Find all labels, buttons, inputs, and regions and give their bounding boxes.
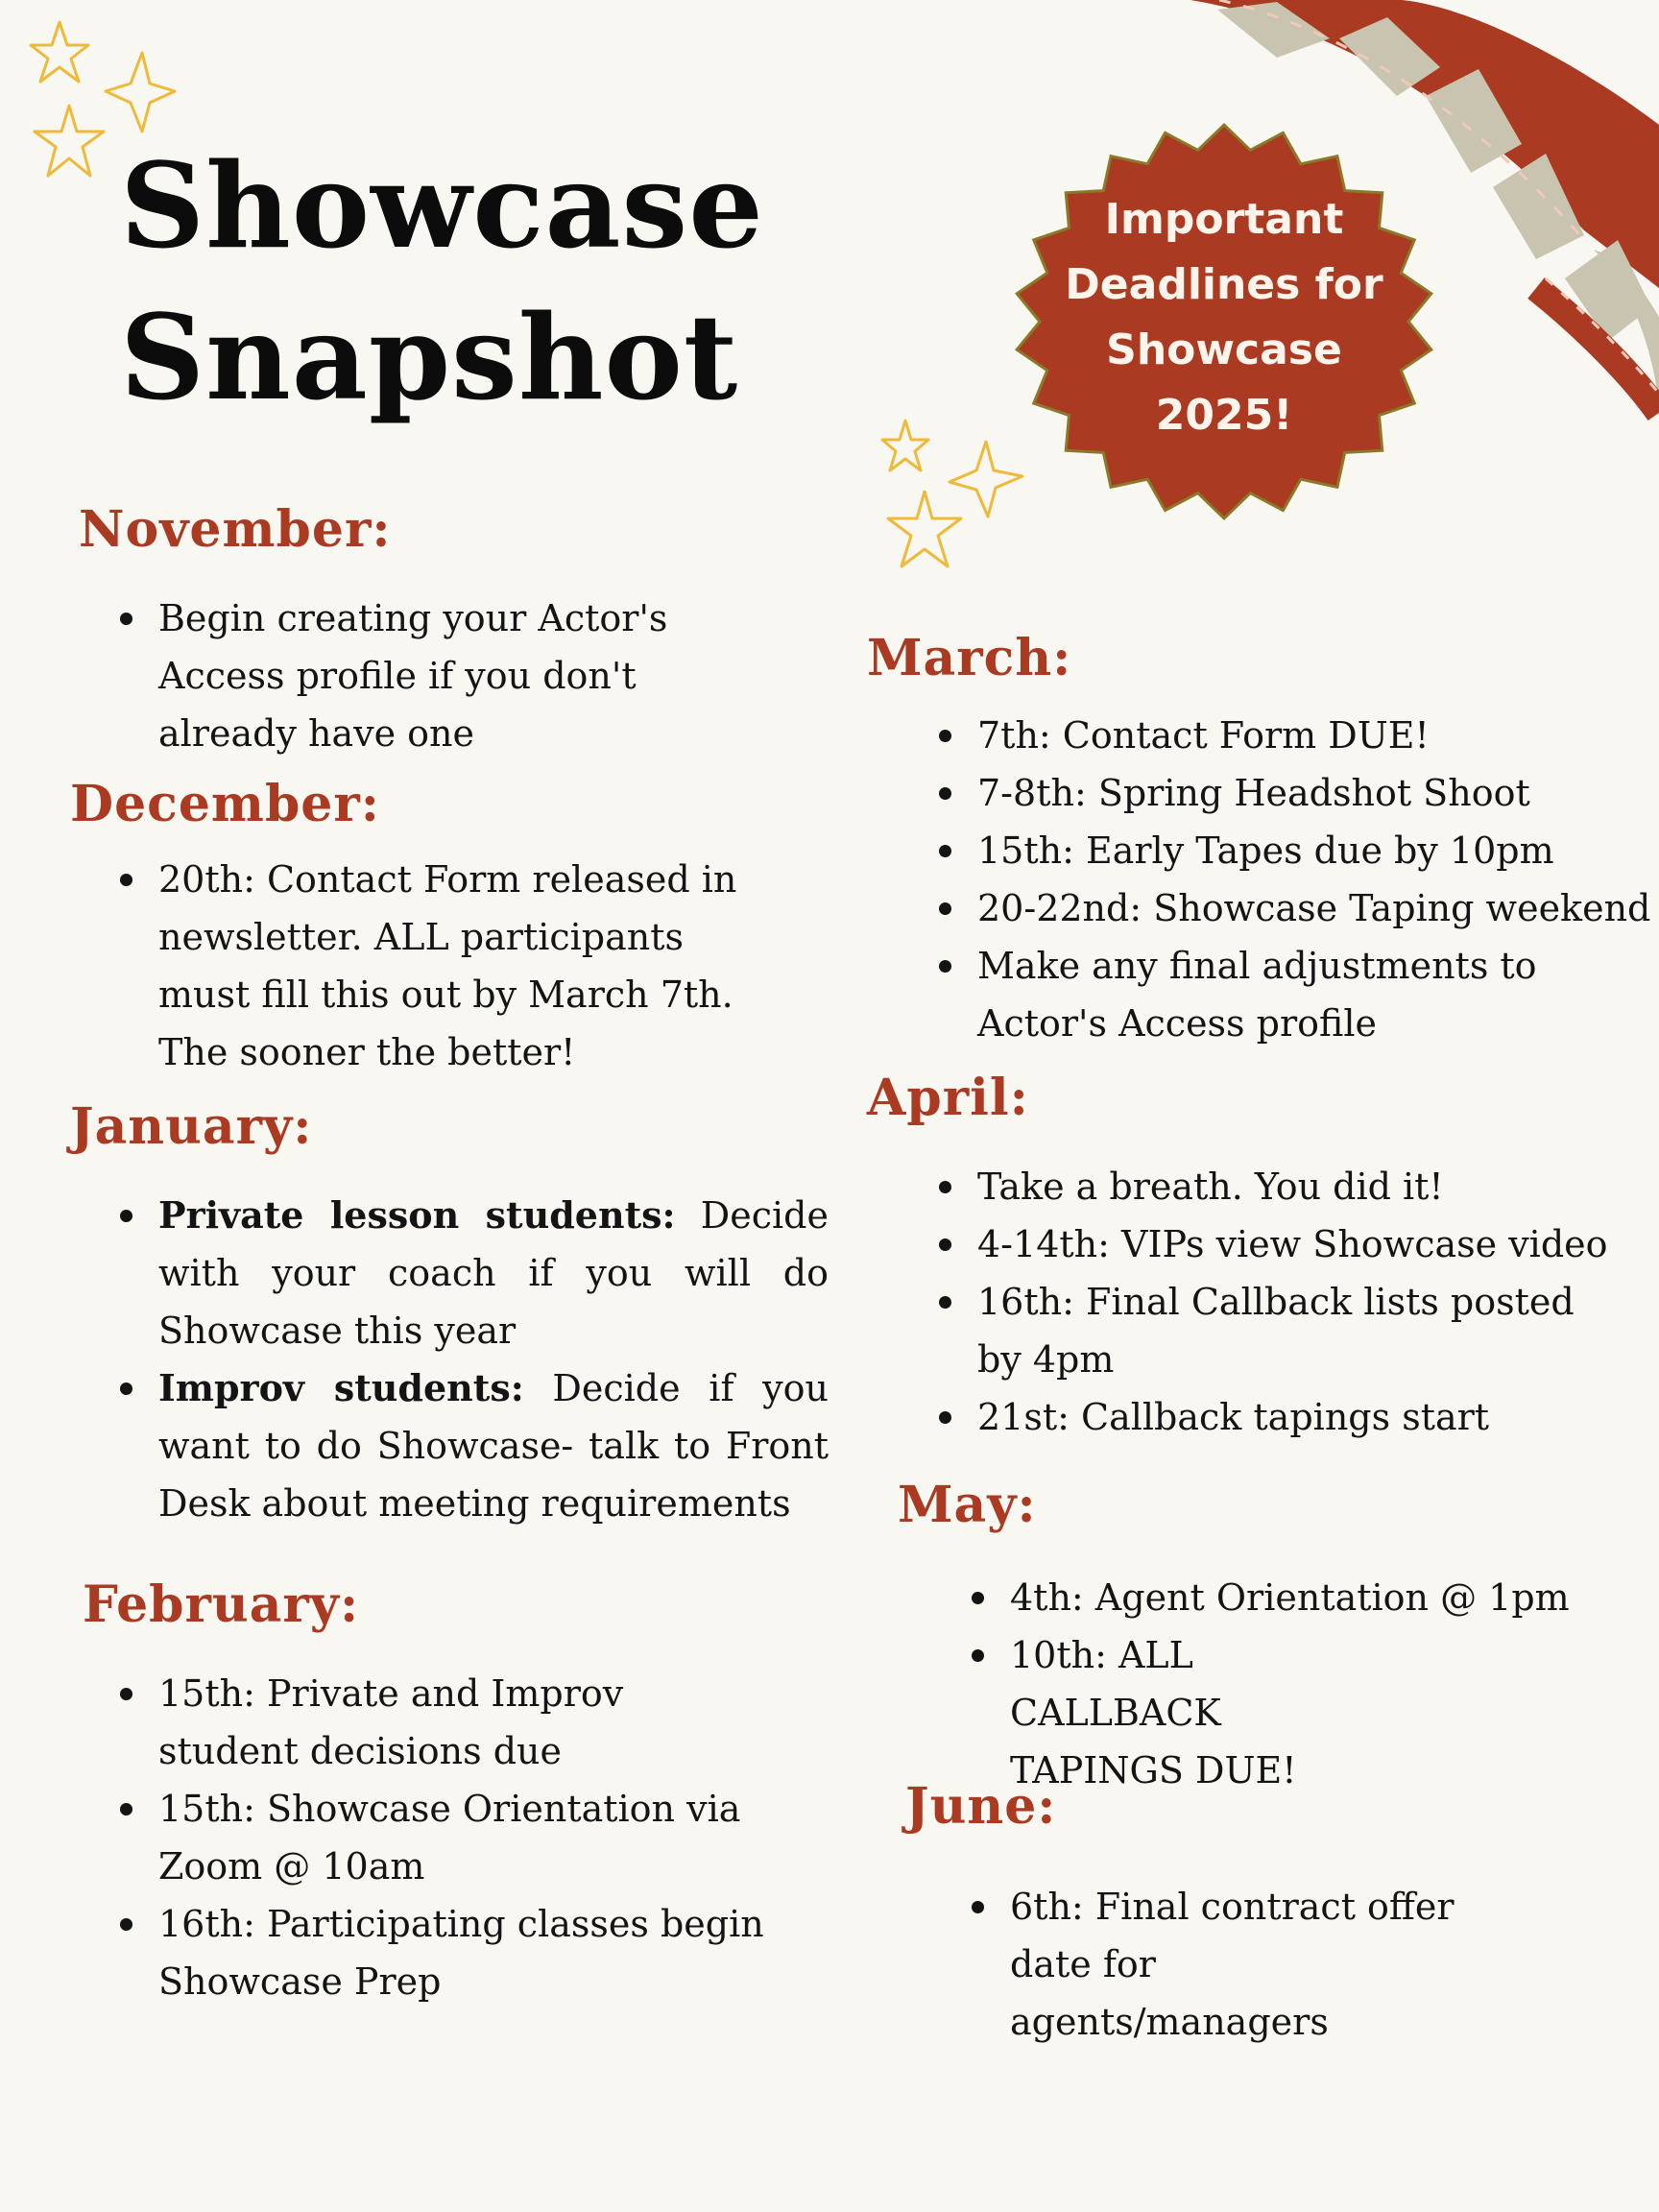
star-icon <box>106 53 175 132</box>
list-item: Take a breath. You did it! <box>939 1158 1611 1215</box>
badge-line: Important <box>1104 195 1344 244</box>
list-item: Improv students: Decide if you want to do Showcase- talk to Front Desk about meeting requirements <box>120 1359 829 1532</box>
list-november <box>120 589 792 762</box>
month-heading-january: January: <box>70 1097 313 1156</box>
list-item: 20-22nd: Showcase Taping weekend <box>939 879 1654 937</box>
list-item: 21st: Callback tapings start <box>939 1388 1611 1446</box>
list-item: 4th: Agent Orientation @ 1pm <box>972 1569 1624 1626</box>
star-icon <box>35 106 104 176</box>
list-item: Private lesson students: Decide with your coach if you will do Showcase this year <box>120 1187 829 1359</box>
month-heading-february: February: <box>83 1575 360 1634</box>
star-icon <box>882 421 928 470</box>
list-item: 16th: Participating classes begin Showcase Prep <box>120 1895 830 2010</box>
list-item: 7-8th: Spring Headshot Shoot <box>939 764 1654 822</box>
list-item: Make any final adjustments to Actor's Access profile <box>939 937 1654 1052</box>
list-item: 10th: ALL CALLBACK TAPINGS DUE! <box>972 1626 1624 1799</box>
list-april <box>939 1158 1611 1446</box>
list-item: 15th: Private and Improv student decisions due <box>120 1665 830 1780</box>
section-may <box>898 1475 1570 1536</box>
section-april <box>867 1068 1539 1129</box>
list-january <box>120 1187 829 1532</box>
month-heading-may: May: <box>898 1476 1037 1534</box>
star-icon <box>950 442 1022 517</box>
month-heading-march: March: <box>867 629 1072 687</box>
badge-line: 2025! <box>1155 391 1293 440</box>
section-march <box>867 628 1539 689</box>
star-icon <box>888 492 961 566</box>
badge-line: Showcase <box>1106 325 1342 374</box>
badge-text <box>1042 187 1407 448</box>
list-item: 4-14th: VIPs view Showcase video <box>939 1215 1611 1273</box>
list-item: 15th: Early Tapes due by 10pm <box>939 822 1654 879</box>
section-january <box>70 1096 761 1158</box>
list-item: 7th: Contact Form DUE! <box>939 707 1654 764</box>
section-december <box>70 774 761 835</box>
list-item: 6th: Final contract offer date for agents/managers <box>972 1878 1624 2051</box>
list-item: 16th: Final Callback lists posted by 4pm <box>939 1273 1611 1388</box>
month-heading-april: April: <box>867 1069 1029 1127</box>
list-item: 15th: Showcase Orientation via Zoom @ 10am <box>120 1780 830 1895</box>
list-june <box>972 1878 1624 2051</box>
list-february <box>120 1665 830 2010</box>
list-march <box>939 707 1654 1052</box>
list-december <box>120 851 792 1081</box>
list-item: Begin creating your Actor's Access profile if you don't already have one <box>120 589 792 762</box>
list-item: 20th: Contact Form released in newsletter. ALL participants must fill this out by March 7th. The sooner the better! <box>120 851 792 1081</box>
section-november <box>79 499 770 561</box>
section-february <box>83 1575 774 1636</box>
star-icon <box>31 22 88 82</box>
month-heading-december: December: <box>70 775 380 833</box>
title-line: Snapshot <box>120 288 739 426</box>
page-title <box>120 130 764 433</box>
section-june <box>905 1776 1577 1838</box>
title-line: Showcase <box>120 136 764 275</box>
list-may <box>972 1569 1624 1799</box>
badge-line: Deadlines for <box>1065 260 1383 309</box>
star-icons-middle <box>869 413 1032 586</box>
month-heading-november: November: <box>79 500 392 559</box>
month-heading-june: June: <box>905 1777 1057 1836</box>
